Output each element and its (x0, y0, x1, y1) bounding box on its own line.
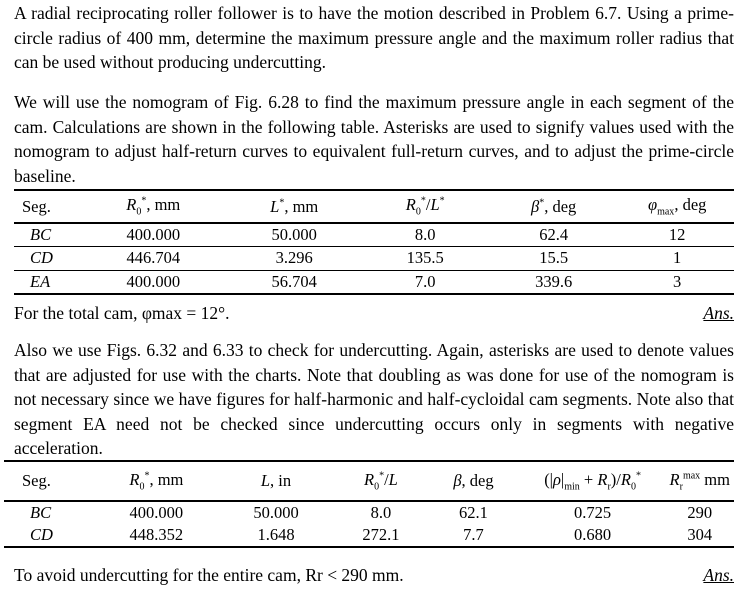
header-ratio: $R_0^*/L^*$ (405, 195, 445, 218)
cell-ratio: 7.0 (363, 270, 487, 294)
cell-r0: 400.000 (129, 503, 184, 522)
cell-ratio: 272.1 (362, 525, 400, 544)
cell-ratio: 8.0 (370, 503, 392, 522)
header-l: L*, mm (270, 196, 319, 216)
header-rr-max: $R_r^{max}$ mm (669, 469, 730, 493)
header-seg: Seg. (22, 196, 51, 216)
table-header-row (4, 461, 734, 501)
cell-seg: CD (14, 247, 82, 271)
cell-r0: 400.000 (126, 225, 181, 244)
undercutting-result (14, 563, 734, 587)
cell-phi-max: 3 (620, 270, 734, 294)
cell-beta: 62.1 (459, 503, 488, 522)
pressure-angle-table (14, 189, 734, 295)
cell-phi-max: 12 (668, 225, 686, 244)
answer-label: Ans. (703, 303, 734, 323)
table-row (14, 270, 734, 294)
cell-phi-max: 1 (620, 247, 734, 271)
table-row (4, 501, 734, 524)
cell-beta: 15.5 (487, 247, 620, 271)
cell-beta: 7.7 (463, 525, 484, 544)
table-row (14, 223, 734, 247)
header-ratio: $R_0^*/L$ (363, 469, 398, 493)
answer-label: Ans. (703, 565, 734, 585)
header-beta: β, deg (453, 471, 494, 490)
header-phi-max: $\varphi_{max}$, deg (647, 195, 707, 218)
header-rho-ratio: $(|\rho|_{min} + R_r)/R_0^*$ (544, 469, 641, 493)
cell-seg: EA (14, 270, 82, 294)
conclusion-text: To avoid undercutting for the entire cam, Rr < 290 mm. (14, 565, 404, 585)
header-l: L, in (260, 471, 292, 490)
undercutting-paragraph: Also we use Figs. 6.32 and 6.33 to check for undercutting. Again, asterisks are used to denote values that are adjusted for use with the charts. Note that doubling as was done for use of the nomogram is not necessary since we have figures for half-harmonic and half-cycloidal cam segments. Note also that segment EA need not be checked since undercutting occurs only in segments with negative acceleration. (14, 340, 734, 458)
cell-ratio: 135.5 (363, 247, 487, 271)
cell-beta: 339.6 (487, 270, 620, 294)
total-cam-result (14, 301, 734, 325)
cell-l: 56.704 (225, 270, 363, 294)
cell-r0: 446.704 (82, 247, 225, 271)
cell-rho-ratio: 0.680 (574, 525, 612, 544)
cell-ratio: 8.0 (414, 225, 436, 244)
cell-seg: BC (30, 503, 52, 522)
header-r0: $R_0^*$, mm (126, 195, 181, 218)
problem-statement: A radial reciprocating roller follower is to have the motion described in Problem 6.7. Using a prime-circle radius of 400 mm, determine the maximum pressure angle and the maximum roller radius that can be used without producing undercutting. (14, 3, 734, 72)
table-row (4, 524, 734, 547)
intro-paragraph: We will use the nomogram of Fig. 6.28 to find the maximum pressure angle in each segment of the cam. Calculations are shown in the following table. Asterisks are used to signify values used with the nomogram to adjust half-return curves to equivalent full-return curves, and to adjust the prime-circle baseline. (14, 92, 734, 186)
cell-r0: 400.000 (82, 270, 225, 294)
cell-l: 50.000 (253, 503, 299, 522)
cell-beta: 62.4 (539, 225, 569, 244)
cell-rr-max: 290 (687, 503, 713, 522)
cell-seg: CD (30, 525, 53, 544)
cell-rr-max: 304 (687, 525, 713, 544)
total-cam-text: For the total cam, φmax = 12°. (14, 303, 230, 323)
table-header-row (14, 190, 734, 223)
cell-r0: 448.352 (129, 525, 184, 544)
cell-l: 3.296 (225, 247, 363, 271)
cell-l: 50.000 (271, 225, 317, 244)
header-beta: β*, deg (531, 196, 577, 216)
cell-rho-ratio: 0.725 (574, 503, 612, 522)
undercutting-table (4, 460, 734, 548)
header-seg: Seg. (22, 471, 51, 490)
cell-seg: BC (30, 225, 52, 244)
cell-l: 1.648 (257, 525, 295, 544)
table-row (14, 247, 734, 271)
header-r0: $R_0^*$, mm (129, 469, 184, 493)
